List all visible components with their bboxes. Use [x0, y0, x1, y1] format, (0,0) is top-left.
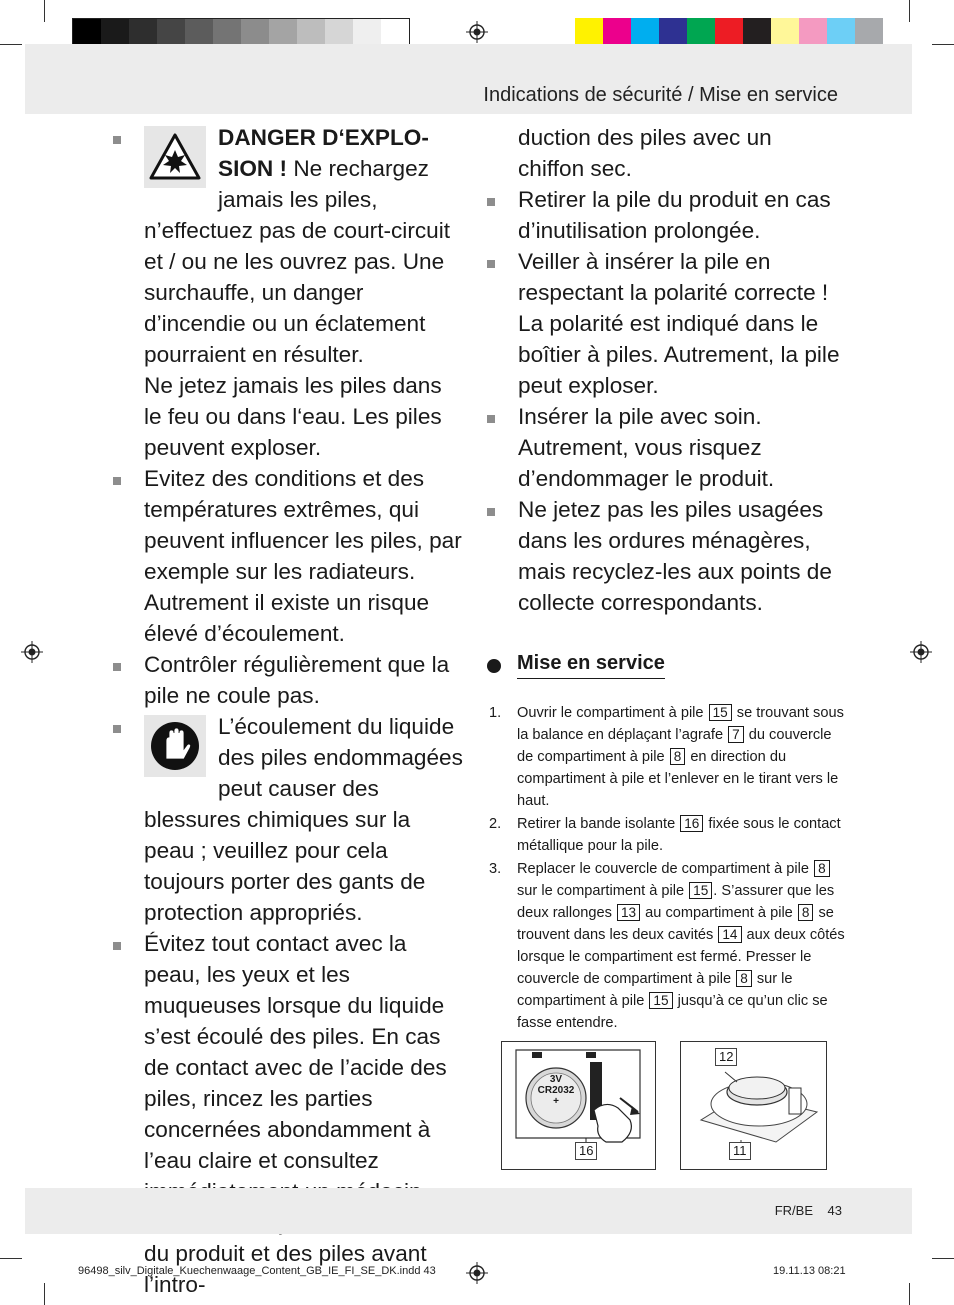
- figure-battery-compartment: [680, 1041, 827, 1170]
- step-item: [487, 702, 847, 812]
- list-item-text: du produit et des piles avant l’intro-: [144, 1241, 427, 1297]
- crop-mark: [909, 1283, 910, 1305]
- part-reference: 15: [689, 882, 712, 899]
- section-heading: [487, 652, 665, 679]
- part-reference: 13: [617, 904, 640, 921]
- gray-swatch: [241, 19, 269, 47]
- step-text: jusqu’à ce qu’un clic se fasse entendre.: [517, 993, 828, 1031]
- part-reference: 8: [814, 860, 830, 877]
- part-reference: 8: [798, 904, 814, 921]
- gray-swatch: [213, 19, 241, 47]
- bullet-icon: [487, 415, 495, 423]
- step-text: en direction du compartiment à pile et l’enlever en le tirant vers le haut.: [517, 749, 839, 809]
- crop-mark: [44, 1283, 45, 1305]
- list-item: [487, 401, 842, 494]
- color-swatch: [603, 18, 631, 46]
- crop-mark: [0, 1258, 22, 1259]
- gray-swatch: [185, 19, 213, 47]
- list-item: [487, 246, 842, 401]
- registration-mark-icon: [21, 641, 43, 663]
- protective-gloves-icon: [144, 715, 206, 777]
- explosion-warning-icon: [144, 126, 206, 188]
- color-swatch: [799, 18, 827, 46]
- list-item: [487, 184, 842, 246]
- step-item: [487, 858, 847, 1034]
- part-reference: 8: [670, 748, 686, 765]
- registration-mark-icon: [910, 641, 932, 663]
- gray-swatch: [325, 19, 353, 47]
- gray-swatch: [353, 19, 381, 47]
- part-reference: 15: [649, 992, 672, 1009]
- color-swatch: [743, 18, 771, 46]
- list-item-text: Ne jetez pas les piles usagées dans les ordures ménagères, mais recyclez-les aux points de collecte correspondants.: [518, 497, 832, 615]
- gray-swatch: [101, 19, 129, 47]
- color-swatch: [687, 18, 715, 46]
- color-swatch: [631, 18, 659, 46]
- list-item-text: Ne jetez jamais les piles dans le feu ou dans l‘eau. Les piles peuvent exploser.: [144, 373, 442, 460]
- list-item: [113, 122, 465, 463]
- bullet-icon: [113, 942, 121, 950]
- color-swatch: [827, 18, 855, 46]
- gray-swatch: [157, 19, 185, 47]
- figure-battery-insertion: [501, 1041, 656, 1170]
- list-item-continuation: [487, 122, 842, 184]
- part-reference: 8: [736, 970, 752, 987]
- gray-swatch: [129, 19, 157, 47]
- crop-mark: [44, 0, 45, 22]
- part-reference: 14: [718, 926, 741, 943]
- page-number: 43: [827, 1203, 842, 1218]
- gray-swatch: [269, 19, 297, 47]
- battery-polarity-label: +: [553, 1096, 559, 1107]
- step-text: se trouvant sous la balance en déplaçant l’agrafe: [517, 705, 844, 743]
- bullet-icon: [113, 136, 121, 144]
- part-reference: 7: [728, 726, 744, 743]
- right-column: [487, 122, 842, 618]
- section-bullet-icon: [487, 659, 501, 673]
- bullet-icon: [113, 725, 121, 733]
- list-item-text: duction des piles avec un chiffon sec.: [518, 125, 772, 181]
- left-column: [113, 122, 465, 1300]
- crop-mark: [932, 1258, 954, 1259]
- crop-mark: [909, 0, 910, 22]
- page-title: Indications de sécurité / Mise en service: [483, 84, 838, 106]
- list-item-text: Veiller à insérer la pile en respectant la polarité correcte ! La polarité est indiqué dans le boîtier à piles. Autrement, la pile peut exploser.: [518, 249, 840, 398]
- bullet-icon: [113, 663, 121, 671]
- list-item: [487, 494, 842, 618]
- step-text: . S’assurer que les deux rallonges: [517, 883, 835, 921]
- figure-reference: 12: [715, 1048, 737, 1066]
- step-number: 1.: [489, 705, 502, 721]
- color-swatch: [715, 18, 743, 46]
- bullet-icon: [487, 508, 495, 516]
- step-text: sur le compartiment à pile: [517, 971, 793, 1009]
- section-title: Mise en service: [517, 652, 665, 679]
- step-text: sur le compartiment à pile: [517, 883, 689, 899]
- list-item-text: Evitez des conditions et des températures extrêmes, qui peuvent influencer les piles, par exemple sur les radiateurs. Autrement il existe un risque élevé d’écoulement.: [144, 466, 462, 646]
- list-item-text: Insérer la pile avec soin. Autrement, vous risquez d’endommager le produit.: [518, 404, 775, 491]
- battery-model-label: CR2032: [537, 1085, 575, 1096]
- color-swatch: [575, 18, 603, 46]
- danger-heading: DANGER D‘EXPLO-SION !: [218, 125, 429, 181]
- step-text: au compartiment à pile: [641, 905, 797, 921]
- gray-swatch: [297, 19, 325, 47]
- part-reference: 15: [709, 704, 732, 721]
- bullet-icon: [113, 477, 121, 485]
- list-item: [113, 928, 465, 1207]
- list-item: [113, 711, 465, 928]
- slug-filename: 96498_silv_Digitale_Kuechenwaage_Content_GB_IE_FI_SE_DK.indd 43: [78, 1265, 436, 1277]
- list-item-text: Ne rechargez jamais les piles, n’effectuez pas de court-circuit et / ou ne les ouvrez pas. Une surchauffe, un danger d’incendie ou un éclatement pourraient en résulter.: [144, 156, 451, 367]
- figure-reference: 16: [575, 1142, 597, 1160]
- gray-swatch: [73, 19, 101, 47]
- process-color-bar: [575, 18, 883, 46]
- step-text: du couvercle de compartiment à pile: [517, 727, 832, 765]
- footer-language-label: FR/BE: [774, 1203, 813, 1218]
- gray-swatch: [381, 19, 409, 47]
- step-text: fixée sous le contact métallique pour la pile.: [517, 816, 841, 854]
- step-text: aux deux côtés lorsque le compartiment est fermé. Presser le couvercle de compartiment à pile: [517, 927, 845, 987]
- bullet-icon: [487, 198, 495, 206]
- bullet-icon: [487, 260, 495, 268]
- registration-mark-icon: [466, 21, 488, 43]
- slug-timestamp: 19.11.13 08:21: [773, 1265, 846, 1277]
- list-item-text: Retirer la pile du produit en cas d’inutilisation prolongée.: [518, 187, 831, 243]
- registration-mark-icon: [466, 1262, 488, 1284]
- list-item: [113, 649, 465, 711]
- list-item-text: Contrôler régulièrement que la pile ne coule pas.: [144, 652, 450, 708]
- list-item-text: Évitez tout contact avec la peau, les yeux et les muqueuses lorsque du liquide s’est écoulé des piles. En cas de contact avec de l’acide des piles, rincez les parties concernées abondamment à l’eau claire et consultez: [144, 931, 447, 1173]
- step-text: se trouvent dans les deux cavités: [517, 905, 834, 943]
- step-item: [487, 813, 847, 857]
- color-swatch: [659, 18, 687, 46]
- list-item-text: L’écoulement du liquide des piles endommagées peut causer des blessures chimiques sur la peau ; veuillez pour cela toujours porter des gants de protection appropriés.: [144, 714, 463, 925]
- color-swatch: [855, 18, 883, 46]
- battery-voltage-label: 3V: [549, 1074, 563, 1085]
- color-swatch: [771, 18, 799, 46]
- step-number: 2.: [489, 816, 502, 832]
- step-text: Retirer la bande isolante: [517, 816, 680, 832]
- setup-steps: [487, 702, 847, 1035]
- step-text: Replacer le couvercle de compartiment à pile: [517, 861, 814, 877]
- list-item: [113, 463, 465, 649]
- crop-mark: [0, 44, 22, 45]
- figure-reference: 11: [729, 1142, 751, 1160]
- part-reference: 16: [680, 815, 703, 832]
- step-number: 3.: [489, 861, 502, 877]
- step-text: Ouvrir le compartiment à pile: [517, 705, 708, 721]
- crop-mark: [932, 44, 954, 45]
